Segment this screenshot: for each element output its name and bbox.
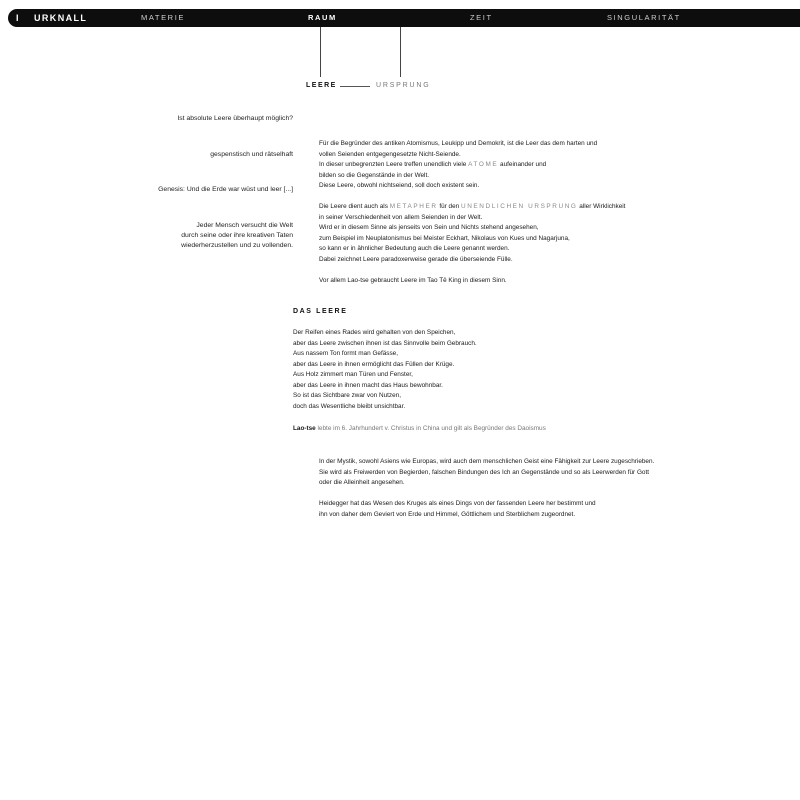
side-note-4-line: durch seine oder ihre kreativen Taten <box>181 232 293 239</box>
top-nav-bar <box>8 9 800 27</box>
text-line: oder die Alleinheit angesehen. <box>319 479 405 486</box>
nav-item-zeit[interactable]: ZEIT <box>470 13 493 22</box>
text-line: In der Mystik, sowohl Asiens wie Europas, wird auch dem menschlichen Geist eine Fähigkeit zur Leere zugeschrieben. <box>319 458 655 465</box>
intro-text <box>319 139 625 286</box>
connector-line-leere <box>320 27 321 77</box>
nav-item-raum[interactable]: RAUM <box>308 13 337 22</box>
side-note-4-line: wiederherzustellen und zu vollenden. <box>181 242 293 249</box>
connector-line-ursprung <box>400 27 401 77</box>
tab-ursprung[interactable]: URSPRUNG <box>376 82 431 89</box>
text-line: vollen Seienden entgegengesetzte Nicht-Seiende. <box>319 150 461 158</box>
text-line: Diese Leere, obwohl nichtseiend, soll doch existent sein. <box>319 182 480 189</box>
text-line: ihn von daher dem Geviert von Erde und Himmel, Göttlichem und Sterblichem zugeordnet. <box>319 510 576 518</box>
poem-line: Aus Holz zimmert man Türen und Fenster, <box>293 371 413 378</box>
side-note-4-line: Jeder Mensch versucht die Welt <box>196 222 293 229</box>
text-line: in seiner Verschiedenheit von allem Seienden in der Welt. <box>319 213 483 221</box>
text-line: so kann er in ähnlicher Bedeutung auch die Leere genannt werden. <box>319 245 510 252</box>
text-line: zum Beispiel im Neuplatonismus bei Meister Eckhart, Nikolaus von Kues und Nagarjuna, <box>319 234 570 242</box>
side-note-2: gespenstisch und rätselhaft <box>210 151 293 158</box>
text-line: Wird er in diesem Sinne als jenseits von Sein und Nichts stehend angesehen, <box>319 224 539 231</box>
text-span: für den <box>437 203 461 210</box>
text-line: Für die Begründer des antiken Atomismus, Leukipp und Demokrit, ist die Leer das dem harten und <box>319 140 598 147</box>
nav-item-singularitaet[interactable]: SINGULARITÄT <box>607 13 681 22</box>
text-span: In dieser unbegrenzten Leere treffen unendlich viele <box>319 161 469 168</box>
nav-item-materie[interactable]: MATERIE <box>141 13 185 22</box>
text-line: Sie wird als Freiwerden von Begierden, falschen Bindungen des Ich an Gegenstände und so als Leerwerden für Gott <box>319 468 650 476</box>
keyword-unendlicher-ursprung: UNENDLICHEN URSPRUNG <box>461 203 578 210</box>
poem-line: doch das Wesentliche bleibt unsichtbar. <box>293 402 406 410</box>
side-note-4 <box>181 221 293 251</box>
chapter-title[interactable]: URKNALL <box>34 13 88 23</box>
poem-line: aber das Leere in ihnen ermöglicht das Füllen der Krüge. <box>293 360 455 368</box>
keyword-metapher: METAPHER <box>389 203 438 210</box>
text-line <box>319 160 625 171</box>
side-note-3: Genesis: Und die Erde war wüst und leer [...] <box>158 186 293 193</box>
caption-author: Lao-tse <box>293 425 316 432</box>
poem-caption <box>293 425 546 432</box>
chapter-number: I <box>16 13 19 23</box>
text-line: Vor allem Lao-tse gebraucht Leere im Tao Tê King in diesem Sinn. <box>319 276 507 284</box>
poem-line: So ist das Sichtbare zwar von Nutzen, <box>293 392 401 399</box>
tab-divider-line <box>340 86 370 87</box>
poem-text <box>293 328 477 412</box>
mystik-text <box>319 457 654 520</box>
poem-line: aber das Leere zwischen ihnen ist das Sinnvolle beim Gebrauch. <box>293 339 477 347</box>
keyword-atome: ATOME <box>468 161 499 168</box>
text-line: Dabei zeichnet Leere paradoxerweise gerade die überseiende Fülle. <box>319 255 513 263</box>
poem-line: Der Reifen eines Rades wird gehalten von den Speichen, <box>293 329 456 336</box>
caption-text: lebte im 6. Jahrhundert v. Christus in China und gilt als Begründer des Daoismus <box>315 425 546 432</box>
text-span: Die Leere dient auch als <box>319 203 390 210</box>
tab-leere[interactable]: LEERE <box>306 82 337 89</box>
poem-line: Aus nassem Ton formt man Gefässe, <box>293 350 399 357</box>
text-line <box>319 202 625 213</box>
poem-heading: DAS LEERE <box>293 308 348 315</box>
text-span: aller Wirklichkeit <box>577 203 626 210</box>
text-span: aufeinander und <box>498 161 547 168</box>
poem-line: aber das Leere in ihnen macht das Haus bewohnbar. <box>293 381 443 389</box>
text-line: Heidegger hat das Wesen des Kruges als eines Dings von der fassenden Leere her bestimmt und <box>319 500 596 507</box>
side-note-1: Ist absolute Leere überhaupt möglich? <box>177 115 293 122</box>
text-line: bilden so die Gegenstände in der Welt. <box>319 171 430 179</box>
